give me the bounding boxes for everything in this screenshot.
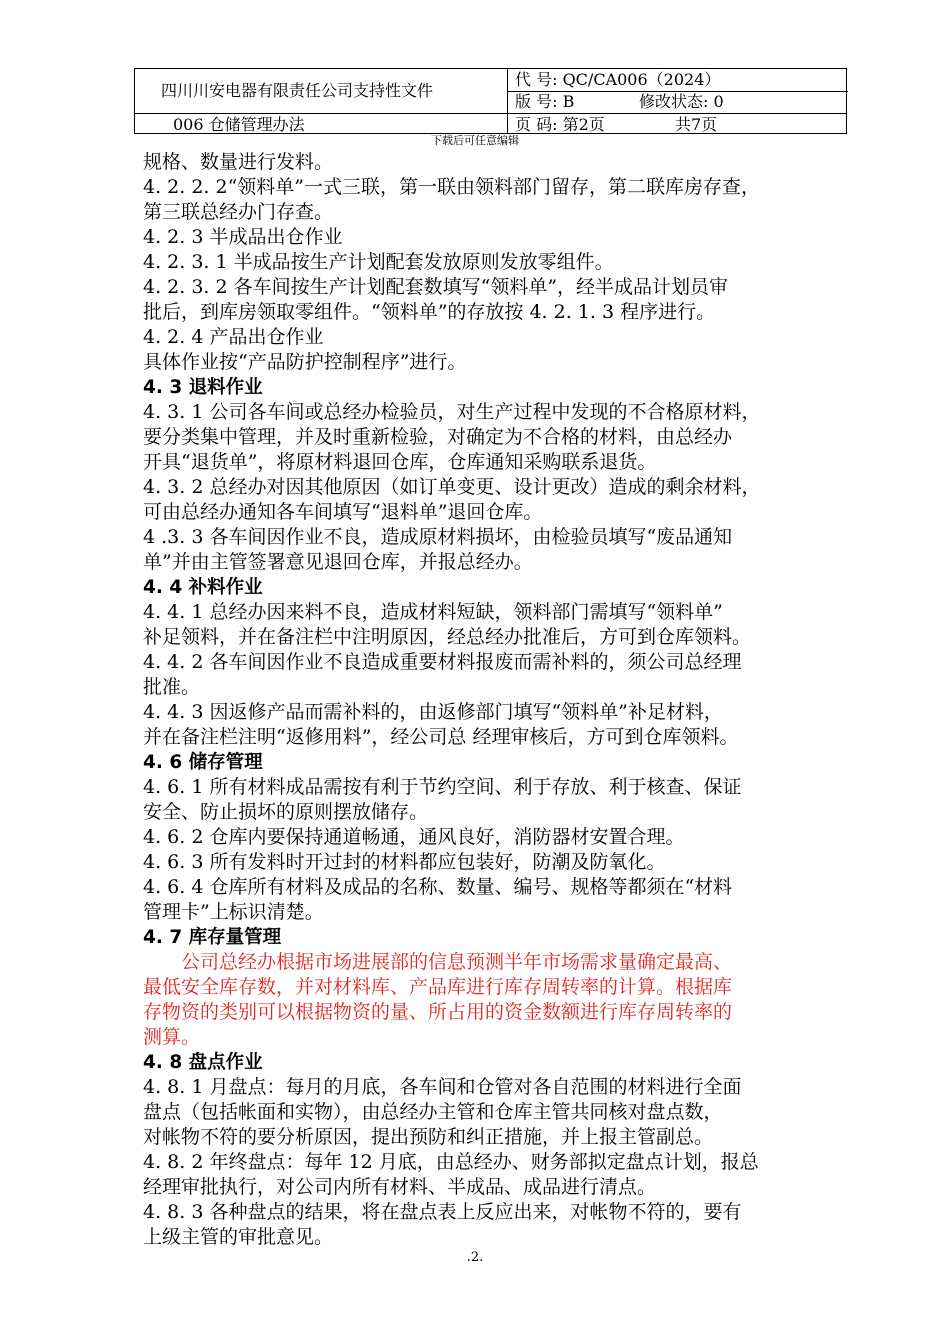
watermark-text: 下载后可任意编辑 [431, 134, 519, 147]
page-number: .2. [466, 1250, 484, 1265]
header-divider [507, 69, 508, 133]
body-line: 单”并由主管签署意见退回仓库，并报总经办。 [143, 551, 533, 573]
body-line: 经理审批执行，对公司内所有材料、半成品、成品进行清点。 [143, 1176, 657, 1198]
body-line: 上级主管的审批意见。 [143, 1226, 334, 1248]
section-heading: 4. 7 库存量管理 [143, 927, 282, 948]
body-line: 补足领料，并在备注栏中注明原因，经总经办批准后，方可到仓库领料。 [143, 626, 752, 648]
body-line: 对帐物不符的要分析原因，提出预防和纠正措施，并上报主管副总。 [143, 1126, 714, 1148]
doc-title: 006 仓储管理办法 [173, 115, 305, 134]
body-line: 4. 8. 3 各种盘点的结果，将在盘点表上反应出来，对帐物不符的，要有 [143, 1201, 742, 1223]
body-line: 具体作业按“产品防护控制程序”进行。 [143, 351, 467, 373]
body-line: 4. 2. 3. 2 各车间按生产计划配套数填写“领料单”，经半成品计划员审 [143, 276, 729, 298]
section-heading: 4. 8 盘点作业 [143, 1052, 263, 1073]
body-line: 4. 2. 3 半成品出仓作业 [143, 226, 343, 248]
body-line: 4. 4. 3 因返修产品而需补料的，由返修部门填写“领料单”补足材料， [143, 701, 723, 723]
body-line: 4. 2. 2. 2“领料单”一式三联，第一联由领料部门留存，第二联库房存查， [143, 176, 761, 198]
header-table [134, 68, 847, 134]
body-line: 并在备注栏注明“返修用料”，经公司总 经理审核后，方可到仓库领料。 [143, 726, 739, 748]
body-line: 可由总经办通知各车间填写“退料单”退回仓库。 [143, 501, 543, 523]
doc-code: 代 号: QC/CA006（2024） [515, 70, 721, 89]
section-heading: 4. 6 储存管理 [143, 752, 263, 773]
body-line: 4. 8. 2 年终盘点：每年 12 月底，由总经办、财务部拟定盘点计划，报总 [143, 1151, 759, 1173]
doc-version: 版 号: B [515, 92, 575, 111]
body-line: 第三联总经办门存查。 [143, 201, 334, 223]
body-line: 安全、防止损坏的原则摆放储存。 [143, 801, 429, 823]
document-body [143, 150, 848, 1250]
doc-page: 页 码: 第2页 [515, 115, 605, 134]
body-line: 4. 6. 3 所有发料时开过封的材料都应包装好，防潮及防氧化。 [143, 851, 666, 873]
body-line: 4. 2. 4 产品出仓作业 [143, 326, 324, 348]
body-line: 批后，到库房领取零组件。“领料单”的存放按 4. 2. 1. 3 程序进行。 [143, 301, 716, 323]
body-line: 批准。 [143, 676, 201, 698]
section-heading: 4. 3 退料作业 [143, 377, 263, 398]
body-line: 4. 8. 1 月盘点：每月的月底，各车间和仓管对各自范围的材料进行全面 [143, 1076, 742, 1098]
doc-revision: 修改状态: 0 [639, 92, 724, 111]
doc-total-pages: 共7页 [675, 115, 718, 134]
body-line: 4. 6. 2 仓库内要保持通道畅通，通风良好，消防器材安置合理。 [143, 826, 685, 848]
body-line: 最低安全库存数，并对材料库、产品库进行库存周转率的计算。根据库 [143, 976, 733, 998]
body-line: 开具“退货单”，将原材料退回仓库，仓库通知采购联系退货。 [143, 451, 657, 473]
body-line: 测算。 [143, 1026, 201, 1048]
body-line: 4. 4. 2 各车间因作业不良造成重要材料报废而需补料的，须公司总经理 [143, 651, 742, 673]
body-line: 要分类集中管理，并及时重新检验，对确定为不合格的材料，由总经办 [143, 426, 733, 448]
body-line: 4. 3. 1 公司各车间或总经办检验员，对生产过程中发现的不合格原材料， [143, 401, 761, 423]
body-line: 4. 2. 3. 1 半成品按生产计划配套发放原则发放零组件。 [143, 251, 614, 273]
section-heading: 4. 4 补料作业 [143, 577, 263, 598]
body-line: 规格、数量进行发料。 [143, 151, 334, 173]
body-line: 存物资的类别可以根据物资的量、所占用的资金数额进行库存周转率的 [143, 1001, 733, 1023]
body-line: 4. 3. 2 总经办对因其他原因（如订单变更、设计更改）造成的剩余材料， [143, 476, 761, 498]
body-line: 4 .3. 3 各车间因作业不良，造成原材料损坏，由检验员填写“废品通知 [143, 526, 733, 548]
body-line: 公司总经办根据市场进展部的信息预测半年市场需求量确定最高、 [181, 951, 733, 973]
body-line: 盘点（包括帐面和实物），由总经办主管和仓库主管共同核对盘点数， [143, 1101, 723, 1123]
company-doc-label: 四川川安电器有限责任公司支持性文件 [161, 81, 434, 100]
body-line: 4. 4. 1 总经办因来料不良，造成材料短缺，领料部门需填写“领料单” [143, 601, 723, 623]
body-line: 4. 6. 1 所有材料成品需按有利于节约空间、利于存放、利于核查、保证 [143, 776, 742, 798]
body-line: 4. 6. 4 仓库所有材料及成品的名称、数量、编号、规格等都须在“材料 [143, 876, 733, 898]
body-line: 管理卡”上标识清楚。 [143, 901, 324, 923]
